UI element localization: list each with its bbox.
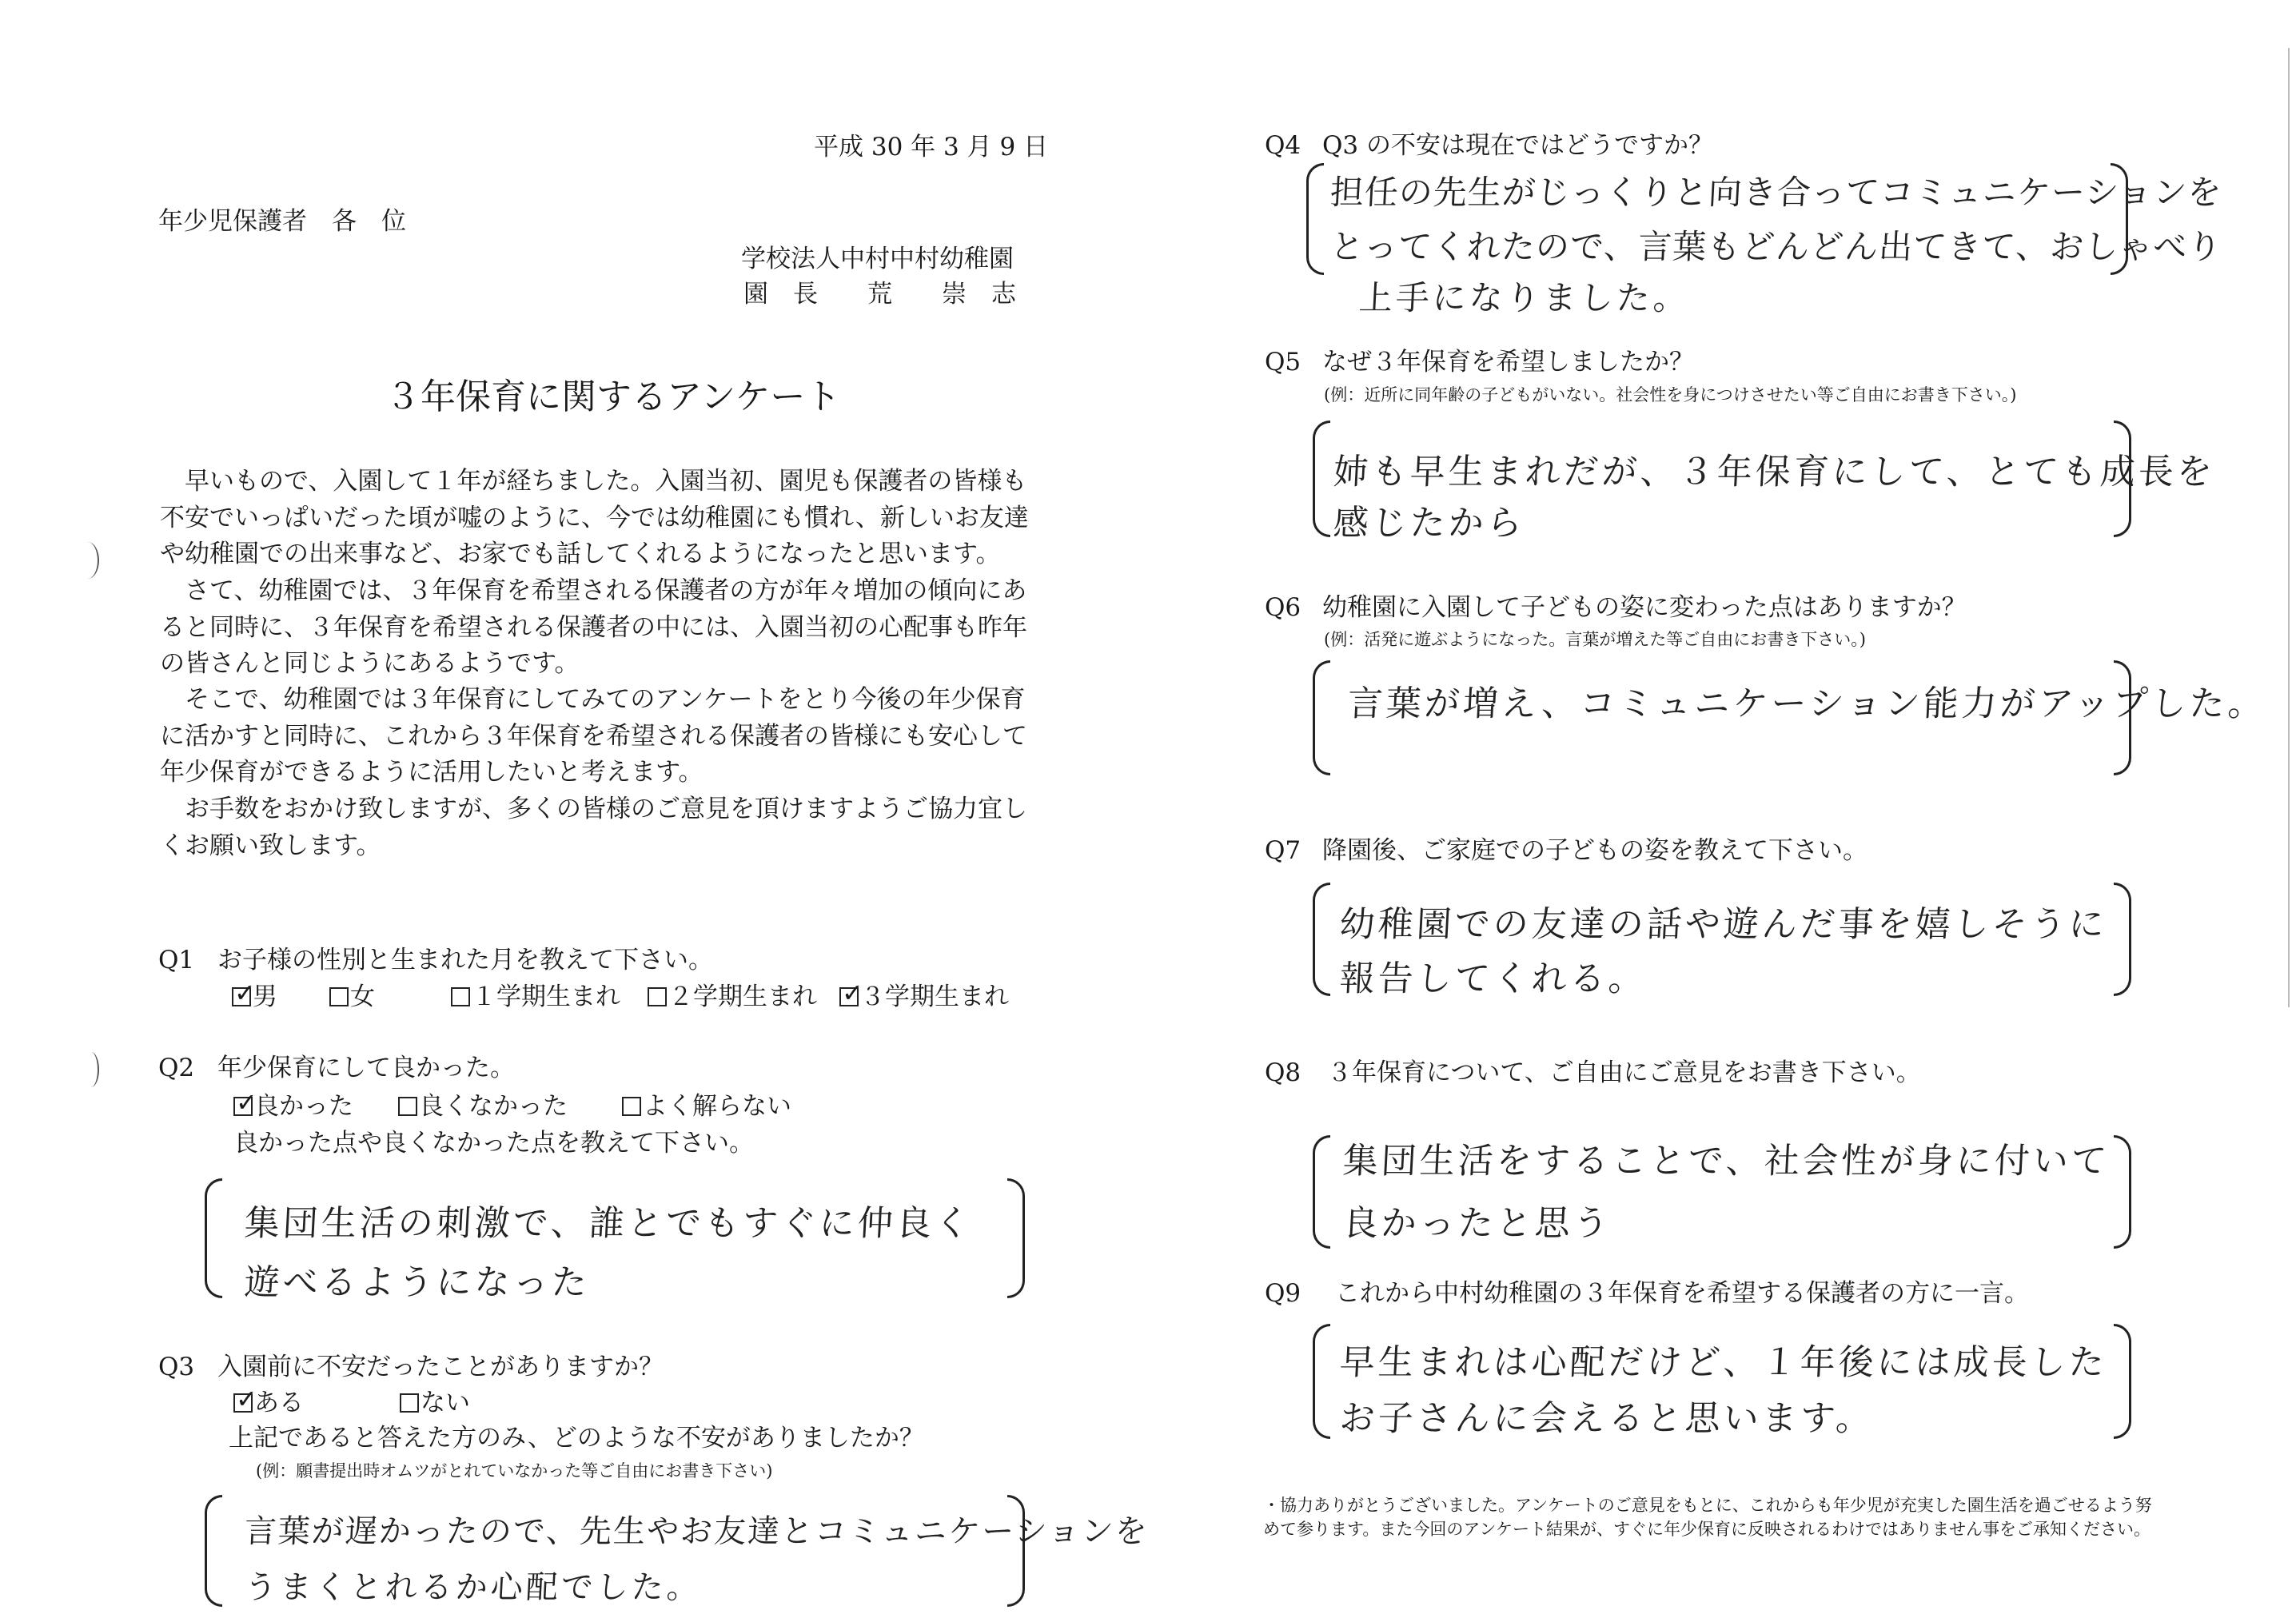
checkbox-icon[interactable]	[329, 987, 349, 1006]
q9-label: Q9	[1265, 1279, 1301, 1308]
q4-answer-line-2: とってくれたので、言葉もどんどん出てきて、おしゃべり	[1329, 227, 2223, 266]
q5-label: Q5	[1265, 348, 1301, 377]
q3-subquestion: 上記であると答えた方のみ、どのような不安がありましたか？	[229, 1424, 924, 1453]
q9-answer-line-1: 早生まれは心配だけど、１年後には成長した	[1338, 1342, 2109, 1383]
q2-option-not-good[interactable]: 良くなかった	[398, 1092, 568, 1122]
checkbox-checked-icon[interactable]	[839, 987, 859, 1006]
intro-paragraph-1: 早いもので、入園して１年が経ちました。入園当初、園児も保護者の皆様も不安でいっぱいだった頃が嘘のように、今では幼稚園にも慣れ、新しいお友達や幼稚園での出来事など、お家でも話してくれるようになったと思います。	[160, 467, 1029, 568]
q9-answer-line-2: お子さんに会えると思います。	[1338, 1398, 1875, 1439]
checkbox-icon[interactable]	[398, 1097, 417, 1116]
q2-subquestion: 良かった点や良くなかった点を教えて下さい。	[233, 1129, 754, 1158]
q2-answer-line-1: 集団生活の刺激で、誰とでもすぐに仲良く	[243, 1203, 975, 1244]
q2-answer-bracket-left	[205, 1178, 222, 1298]
q6-answer-bracket-left	[1313, 660, 1330, 775]
q8-answer-bracket-left	[1313, 1135, 1330, 1249]
q6-label: Q6	[1265, 593, 1301, 622]
q3-answer-line-1: 言葉が遅かったので、先生やお友達とコミュニケーションを	[243, 1513, 1150, 1550]
checkbox-checked-icon[interactable]	[232, 987, 251, 1006]
checkbox-checked-icon[interactable]	[233, 1097, 253, 1116]
q3-answer-line-2: うまくとれるか心配でした。	[243, 1569, 704, 1606]
binder-hole-mark	[77, 542, 99, 579]
q3-option-no[interactable]: ない	[400, 1389, 470, 1418]
q8-answer-line-1: 集団生活をすることで、社会性が身に付いて	[1341, 1141, 2111, 1182]
q5-example: (例：近所に同年齢の子どもがいない。社会性を身につけさせたい等ご自由にお書き下さい。)	[1324, 385, 2017, 404]
q7-answer-bracket-right	[2114, 883, 2131, 996]
q5-answer-bracket-left	[1313, 420, 1330, 537]
q4-answer-line-1: 担任の先生がじっくりと向き合ってコミュニケーションを	[1329, 173, 2223, 212]
q8-answer-bracket-right	[2114, 1135, 2131, 1249]
addressee: 年少児保護者 各 位	[158, 207, 406, 236]
binder-hole-mark	[83, 1052, 99, 1087]
q4-answer-bracket-left	[1306, 163, 1324, 275]
q8-label: Q8	[1265, 1058, 1301, 1087]
q1-option-term3[interactable]: ✓ ３学期生まれ	[839, 982, 1009, 1012]
q5-answer-line-1: 姉も早生まれだが、３年保育にして、とても成長を	[1332, 452, 2217, 492]
q2-label: Q2	[158, 1054, 195, 1082]
q6-answer-line-1: 言葉が増え、コミュニケーション能力がアップした。	[1346, 683, 2268, 724]
q1-option-female[interactable]: 女	[329, 982, 375, 1012]
sender-organization: 学校法人中村中村幼稚園	[741, 245, 1014, 273]
q2-question: 年少保育にして良かった。	[217, 1054, 515, 1082]
q8-question: ３年保育について、ご自由にご意見をお書き下さい。	[1327, 1058, 1921, 1087]
q8-answer-line-2: 良かったと思う	[1341, 1203, 1613, 1244]
q5-answer-line-2: 感じたから	[1332, 503, 1527, 544]
page-edge-line	[2288, 48, 2290, 1007]
checkbox-checked-icon[interactable]	[233, 1393, 253, 1413]
q2-answer-line-2: 遊べるようになった	[243, 1262, 592, 1303]
closing-footnote: ・協力ありがとうございました。アンケートのご意見をもとに、これからも年少児が充実した園生活を過ごせるよう努めて参ります。また今回のアンケート結果が、すぐに年少保育に反映されるわけではありません事をご承知ください。	[1263, 1496, 2152, 1539]
intro-paragraph-4: お手数をおかけ致しますが、多くの皆様のご意見を頂けますようご協力宜しくお願い致します。	[160, 795, 1027, 860]
q3-option-yes[interactable]: ✓ある	[233, 1389, 304, 1418]
q1-option-male[interactable]: ✓男	[232, 982, 277, 1012]
q3-example: (例：願書提出時オムツがとれていなかった等ご自由にお書き下さい)	[256, 1461, 773, 1481]
q7-question: 降園後、ご家庭での子どもの姿を教えて下さい。	[1322, 836, 1867, 865]
intro-paragraph-2: さて、幼稚園では、３年保育を希望される保護者の方が年々増加の傾向にあると同時に、３年保育を希望される保護者の中には、入園当初の心配事も昨年の皆さんと同じようにあるようです。	[160, 576, 1027, 678]
q3-answer-bracket-left	[205, 1495, 222, 1607]
q1-option-term1[interactable]: １学期生まれ	[451, 982, 620, 1012]
q7-label: Q7	[1265, 836, 1301, 865]
document-title: ３年保育に関するアンケート	[385, 377, 841, 417]
checkbox-icon[interactable]	[648, 987, 667, 1006]
q7-answer-line-1: 幼稚園での友達の話や遊んだ事を嬉しそうに	[1338, 904, 2109, 945]
q1-option-term2[interactable]: ２学期生まれ	[648, 982, 817, 1012]
q3-question: 入園前に不安だったことがありますか？	[217, 1353, 664, 1381]
q7-answer-bracket-left	[1313, 883, 1330, 996]
q1-question: お子様の性別と生まれた月を教えて下さい。	[217, 946, 713, 974]
q1-label: Q1	[158, 946, 195, 974]
q3-label: Q3	[158, 1353, 195, 1381]
intro-paragraph-3: そこで、幼稚園では３年保育にしてみてのアンケートをとり今後の年少保育に活かすと同時に、これから３年保育を希望される保護者の皆様にも安心して年少保育ができるように活用したいと考えます。	[160, 685, 1027, 787]
q4-answer-line-3: 上手になりました。	[1357, 278, 1692, 317]
q2-option-unsure[interactable]: よく解らない	[622, 1092, 791, 1122]
q7-answer-line-2: 報告してくれる。	[1338, 958, 1648, 999]
q9-question: これから中村幼稚園の３年保育を希望する保護者の方に一言。	[1335, 1279, 2029, 1308]
q9-answer-bracket-left	[1313, 1324, 1330, 1439]
q4-label: Q4	[1265, 131, 1301, 160]
q2-option-good[interactable]: ✓良かった	[233, 1092, 353, 1122]
checkbox-icon[interactable]	[400, 1393, 419, 1413]
checkbox-icon[interactable]	[622, 1097, 641, 1116]
document-date: 平成 30 年 3 月 9 日	[814, 133, 1049, 161]
q6-example: (例：活発に遊ぶようになった。言葉が増えた等ご自由にお書き下さい。)	[1324, 630, 1866, 649]
q2-answer-bracket-right	[1007, 1178, 1025, 1298]
q4-question: Q3 の不安は現在ではどうですか？	[1322, 131, 1713, 160]
sender-name: 園 長 荒 崇 志	[743, 280, 1016, 309]
checkbox-icon[interactable]	[451, 987, 470, 1006]
q6-question: 幼稚園に入園して子どもの姿に変わった点はありますか？	[1322, 593, 1967, 622]
q5-question: なぜ３年保育を希望しましたか？	[1322, 348, 1694, 377]
q9-answer-bracket-right	[2114, 1324, 2131, 1439]
